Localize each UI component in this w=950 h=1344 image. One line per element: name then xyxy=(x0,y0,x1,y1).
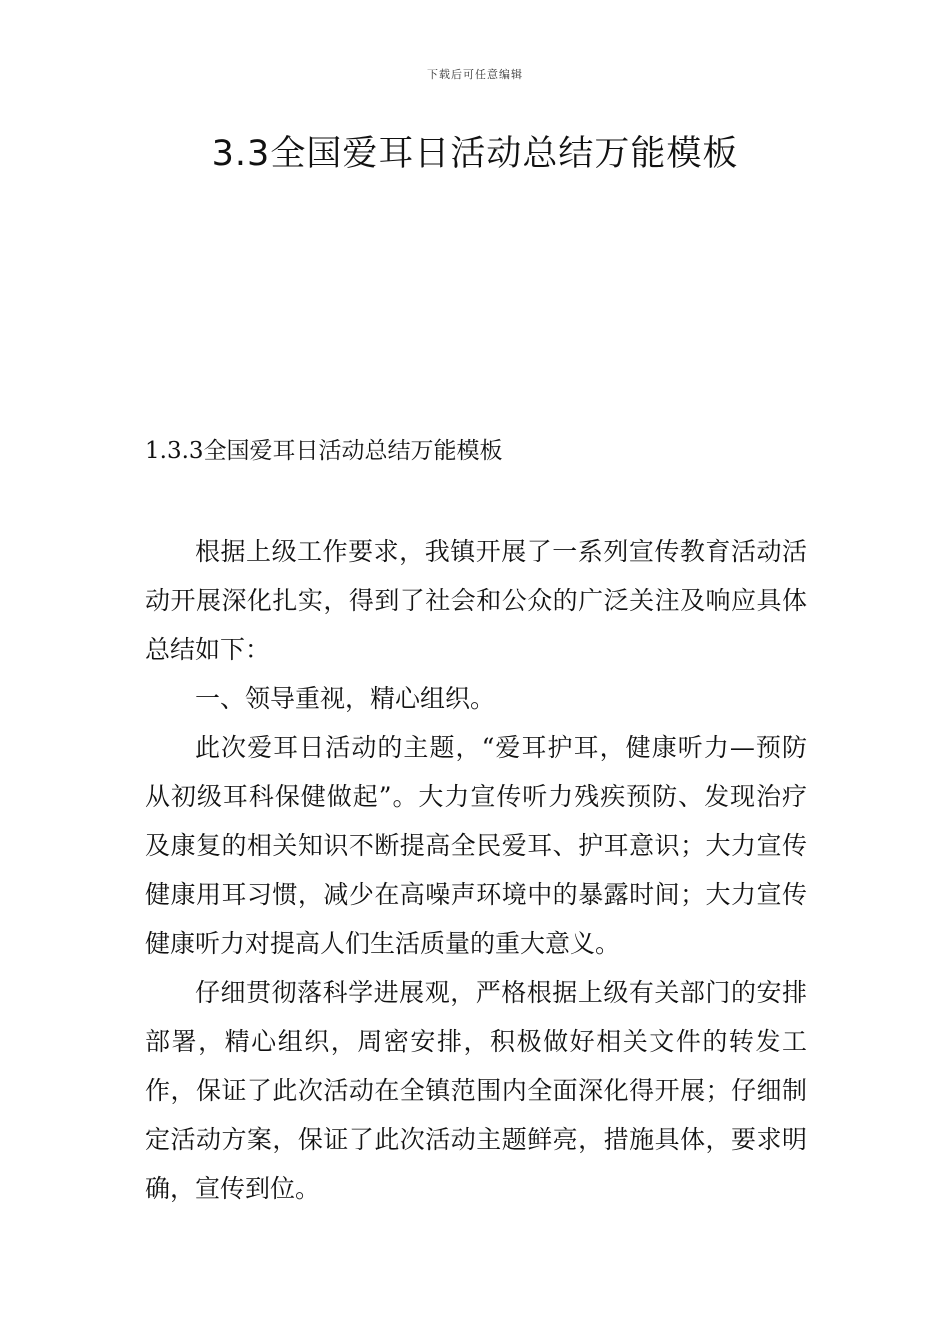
document-subtitle: 1.3.3全国爱耳日活动总结万能模板 xyxy=(145,438,503,464)
body-paragraph: 此次爱耳日活动的主题，“爱耳护耳，健康听力—预防从初级耳科保健做起”。大力宣传听力残疾预防、发现治疗及康复的相关知识不断提高全民爱耳、护耳意识；大力宣传健康用耳习惯，减少在高噪声环境中的暴露时间；大力宣传健康听力对提高人们生活质量的重大意义。 xyxy=(145,733,807,958)
header-note: 下载后可任意编辑 xyxy=(427,68,523,81)
section-heading: 一、领导重视，精心组织。 xyxy=(195,684,496,713)
document-body xyxy=(145,527,807,1213)
body-paragraph: 根据上级工作要求，我镇开展了一系列宣传教育活动活动开展深化扎实，得到了社会和公众的广泛关注及响应具体总结如下： xyxy=(145,537,807,664)
document-title: 3.3全国爱耳日活动总结万能模板 xyxy=(211,134,739,174)
body-paragraph: 仔细贯彻落科学进展观，严格根据上级有关部门的安排部署，精心组织，周密安排，积极做好相关文件的转发工作，保证了此次活动在全镇范围内全面深化得开展；仔细制定活动方案，保证了此次活动主题鲜亮，措施具体，要求明确，宣传到位。 xyxy=(145,978,807,1203)
